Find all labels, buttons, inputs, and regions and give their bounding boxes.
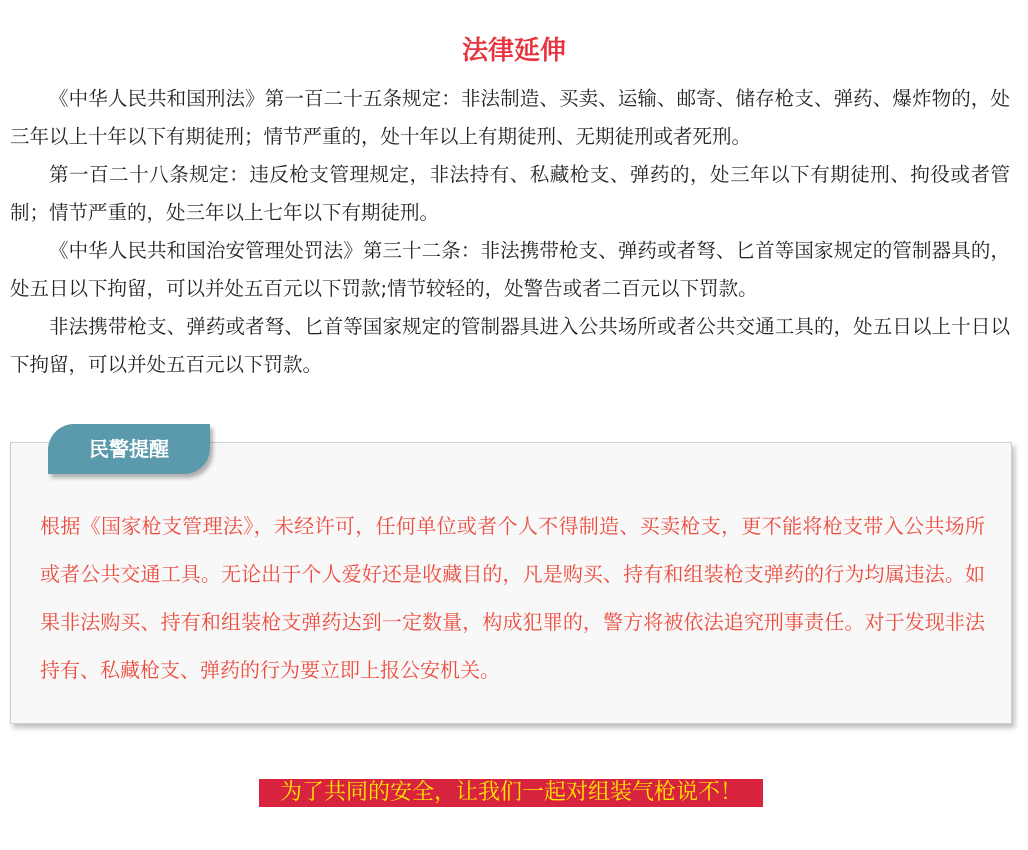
law-text bbox=[10, 80, 1010, 384]
slogan-banner: 为了共同的安全，让我们一起对组装气枪说不！ bbox=[259, 779, 763, 807]
reminder-text: 根据《国家枪支管理法》，未经许可，任何单位或者个人不得制造、买卖枪支，更不能将枪支带入公共场所或者公共交通工具。无论出于个人爱好还是收藏目的，凡是购买、持有和组装枪支弹药的行为均属违法。如果非法购买、持有和组装枪支弹药达到一定数量，构成犯罪的，警方将被依法追究刑事责任。对于发现非法持有、私藏枪支、弹药的行为要立即上报公安机关。 bbox=[40, 514, 985, 682]
law-paragraph: 《中华人民共和国治安管理处罚法》第三十二条：非法携带枪支、弹药或者弩、匕首等国家规定的管制器具的，处五日以下拘留，可以并处五百元以下罚款;情节较轻的，处警告或者二百元以下罚款。 bbox=[10, 239, 1010, 300]
section-title: 法律延伸 bbox=[461, 36, 566, 66]
reminder-tab: 民警提醒 bbox=[48, 424, 210, 474]
law-paragraph: 非法携带枪支、弹药或者弩、匕首等国家规定的管制器具进入公共场所或者公共交通工具的，处五日以上十日以下拘留，可以并处五百元以下罚款。 bbox=[10, 315, 1010, 376]
law-paragraph: 第一百二十八条规定：违反枪支管理规定，非法持有、私藏枪支、弹药的，处三年以下有期徒刑、拘役或者管制；情节严重的，处三年以上七年以下有期徒刑。 bbox=[10, 163, 1010, 224]
law-paragraph: 《中华人民共和国刑法》第一百二十五条规定：非法制造、买卖、运输、邮寄、储存枪支、弹药、爆炸物的，处三年以上十年以下有期徒刑；情节严重的，处十年以上有期徒刑、无期徒刑或者死刑。 bbox=[10, 87, 1010, 148]
